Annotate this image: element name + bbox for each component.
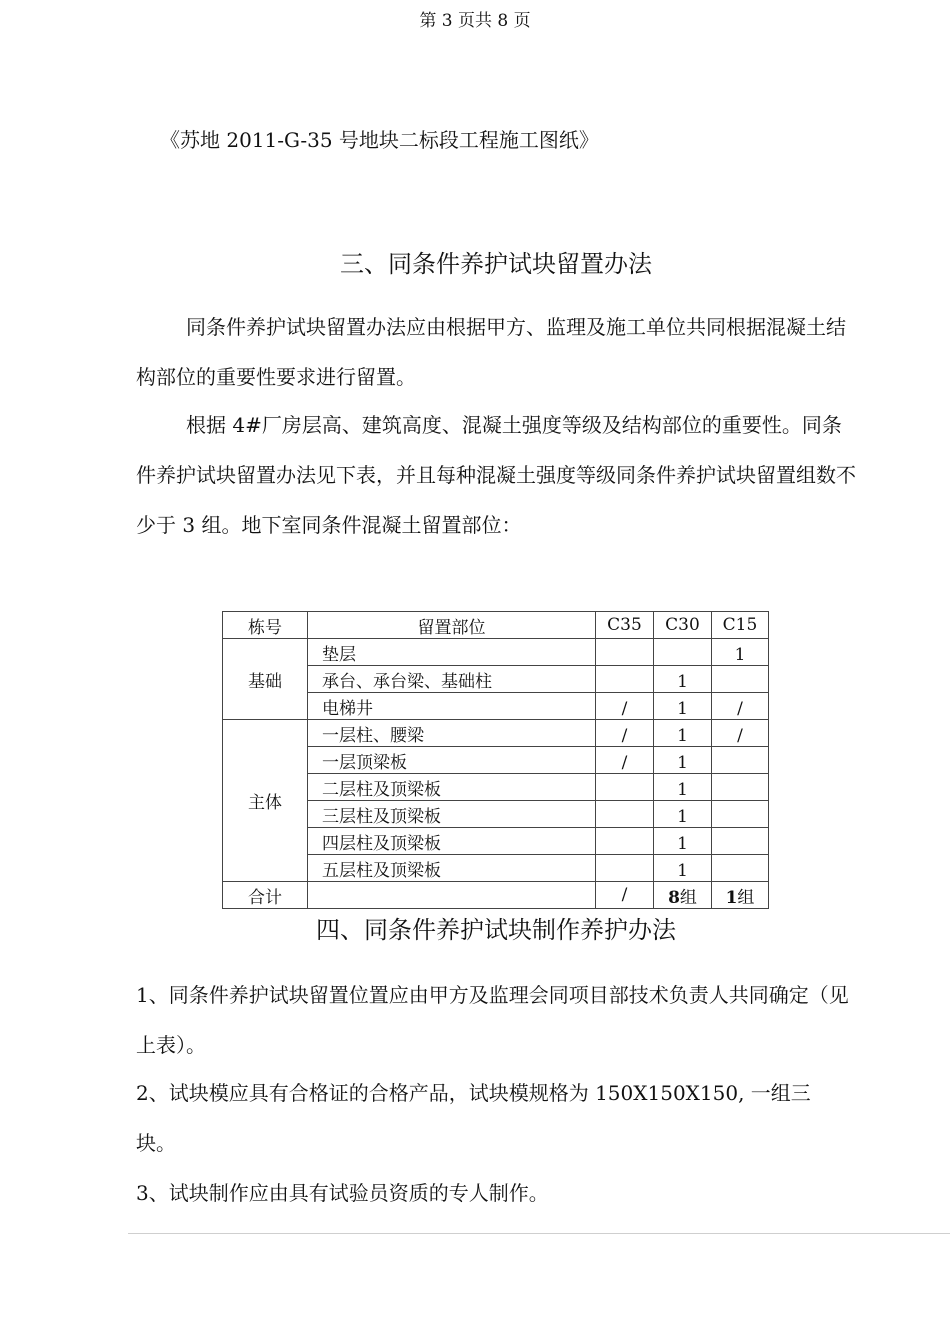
row-part: 一层顶梁板 [308, 747, 596, 774]
row-part: 电梯井 [308, 693, 596, 720]
row-c30: 1 [654, 747, 712, 774]
row-c35 [596, 801, 654, 828]
row-part: 一层柱、腰梁 [308, 720, 596, 747]
table-row [223, 720, 769, 747]
row-part: 五层柱及顶梁板 [308, 855, 596, 882]
row-c30: 1 [654, 720, 712, 747]
row-part: 四层柱及顶梁板 [308, 828, 596, 855]
header-c35: C35 [596, 612, 654, 639]
row-c35 [596, 828, 654, 855]
row-c15: 1 [712, 639, 769, 666]
total-c30-unit: 组 [679, 887, 697, 908]
table-row [223, 639, 769, 666]
table-total-row [223, 882, 769, 909]
total-c30-count: 8 [668, 887, 680, 908]
row-part: 垫层 [308, 639, 596, 666]
row-c15 [712, 828, 769, 855]
header-location: 留置部位 [308, 612, 596, 639]
total-c30 [654, 882, 712, 909]
row-c30: 1 [654, 693, 712, 720]
row-c15 [712, 801, 769, 828]
section-4-item-3: 3、试块制作应由具有试验员资质的专人制作。 [136, 1181, 549, 1205]
section-4-item-1: 1、同条件养护试块留置位置应由甲方及监理会同项目部技术负责人共同确定（见上表）。 [136, 983, 849, 1057]
section-4-item-2: 2、试块模应具有合格证的合格产品，试块模规格为 150X150X150, 一组三块。 [136, 1081, 811, 1155]
row-c15 [712, 774, 769, 801]
table-header-row [223, 612, 769, 639]
total-label: 合计 [223, 882, 308, 909]
row-c15: / [712, 720, 769, 747]
row-c30: 1 [654, 855, 712, 882]
row-part: 二层柱及顶梁板 [308, 774, 596, 801]
footer-divider [128, 1233, 950, 1234]
row-c15 [712, 747, 769, 774]
row-c30: 1 [654, 801, 712, 828]
row-c30: 1 [654, 828, 712, 855]
row-c35: / [596, 720, 654, 747]
section-4-title: 四、同条件养护试块制作养护办法 [316, 916, 676, 944]
drawing-reference: 《苏地 2011-G-35 号地块二标段工程施工图纸》 [160, 128, 599, 152]
group-main: 主体 [223, 720, 308, 882]
row-c30: 1 [654, 666, 712, 693]
header-c15: C15 [712, 612, 769, 639]
section-3-paragraph-2: 根据 4#厂房层高、建筑高度、混凝土强度等级及结构部位的重要性。同条件养护试块留置办法见下表，并且每种混凝土强度等级同条件养护试块留置组数不少于 3 组。地下室同条件混凝土留置部位： [136, 413, 856, 537]
row-c15 [712, 855, 769, 882]
specimen-table [222, 611, 769, 909]
row-c35 [596, 639, 654, 666]
row-c35 [596, 666, 654, 693]
header-c30: C30 [654, 612, 712, 639]
header-building: 栋号 [223, 612, 308, 639]
section-3-paragraph-1: 同条件养护试块留置办法应由根据甲方、监理及施工单位共同根据混凝土结构部位的重要性要求进行留置。 [136, 315, 846, 389]
total-c15-count: 1 [725, 887, 738, 908]
page-header: 第 3 页共 8 页 [419, 11, 531, 31]
row-c35: / [596, 693, 654, 720]
row-c30: 1 [654, 774, 712, 801]
group-foundation: 基础 [223, 639, 308, 720]
row-c15: / [712, 693, 769, 720]
section-3-title: 三、同条件养护试块留置办法 [340, 250, 652, 278]
total-part [308, 882, 596, 909]
row-part: 三层柱及顶梁板 [308, 801, 596, 828]
row-part: 承台、承台梁、基础柱 [308, 666, 596, 693]
total-c35: / [596, 882, 654, 909]
row-c15 [712, 666, 769, 693]
total-c15 [712, 882, 769, 909]
row-c35 [596, 774, 654, 801]
row-c35: / [596, 747, 654, 774]
total-c15-unit: 组 [737, 887, 755, 908]
row-c35 [596, 855, 654, 882]
row-c30 [654, 639, 712, 666]
